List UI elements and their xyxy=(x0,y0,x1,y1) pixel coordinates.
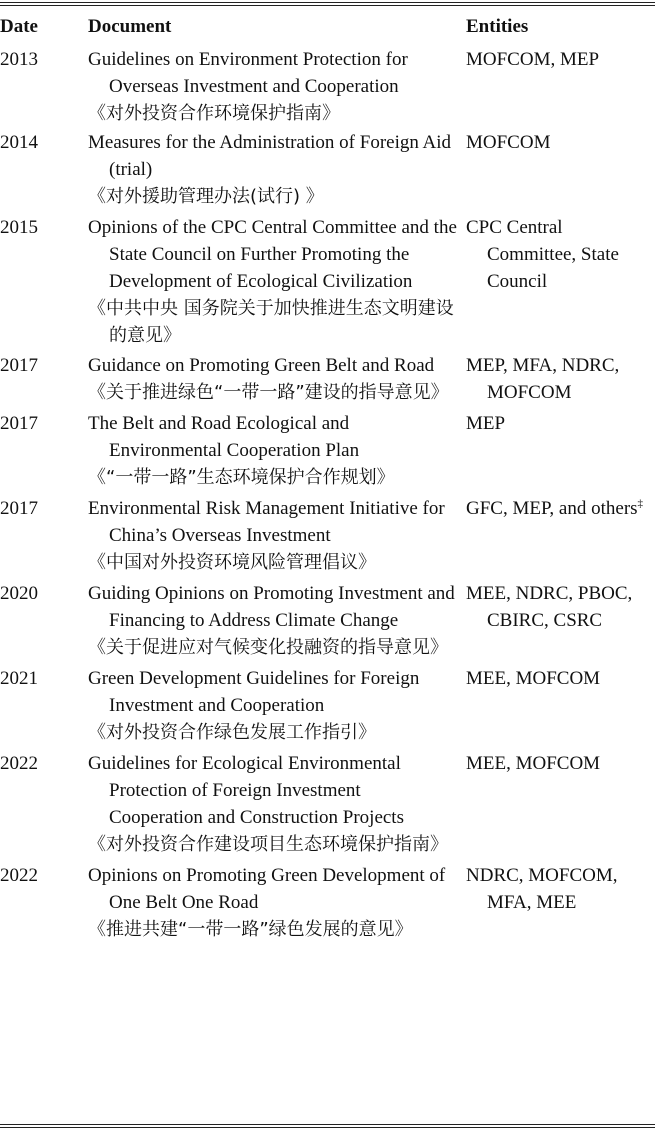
table-row xyxy=(0,46,655,129)
document-chinese-title: 《关于推进绿色“一带一路”建设的指导意见》 xyxy=(88,382,449,403)
row-document xyxy=(88,495,466,580)
document-chinese-title: 《中共中央 国务院关于加快推进生态文明建设的意见》 xyxy=(88,298,454,346)
policy-table xyxy=(0,9,655,955)
row-entities xyxy=(466,410,655,495)
row-date: 2013 xyxy=(0,49,38,70)
entities-text xyxy=(466,214,655,295)
document-chinese-title: 《推进共建“一带一路”绿色发展的意见》 xyxy=(88,919,413,940)
document-title: Green Development Guidelines for Foreign Investment and Cooperation xyxy=(88,668,420,716)
table-row xyxy=(0,862,655,955)
row-document xyxy=(88,750,466,862)
document-chinese-title: 《对外援助管理办法(试行) 》 xyxy=(88,186,324,207)
table-row xyxy=(0,214,655,352)
top-rule xyxy=(0,2,655,3)
row-entities xyxy=(466,580,655,665)
row-entities xyxy=(466,46,655,129)
entities-text xyxy=(466,129,655,156)
entities-text xyxy=(466,750,655,777)
row-date: 2017 xyxy=(0,413,38,434)
table-row xyxy=(0,410,655,495)
row-document xyxy=(88,665,466,750)
row-document xyxy=(88,46,466,129)
table-row xyxy=(0,352,655,410)
document-title: Opinions on Promoting Green Development of One Belt One Road xyxy=(88,865,446,913)
entities-list: MEE, MOFCOM xyxy=(466,668,601,689)
document-chinese-title: 《对外投资合作环境保护指南》 xyxy=(88,103,340,124)
document-title: Environmental Risk Management Initiative for China’s Overseas Investment xyxy=(88,498,445,546)
header-row xyxy=(0,9,655,46)
entities-list: MEP, MFA, NDRC, MOFCOM xyxy=(466,355,620,403)
table-row xyxy=(0,665,655,750)
row-entities xyxy=(466,129,655,214)
entities-text xyxy=(466,862,655,916)
entities-list: MOFCOM, MEP xyxy=(466,49,600,70)
entities-list: MOFCOM xyxy=(466,132,551,153)
document-title: Opinions of the CPC Central Committee and the State Council on Further Promoting the Development of Ecological Civilization xyxy=(88,217,457,292)
entities-text xyxy=(466,665,655,692)
row-document xyxy=(88,214,466,352)
row-document xyxy=(88,352,466,410)
header-entities: Entities xyxy=(466,16,529,37)
row-date: 2017 xyxy=(0,498,38,519)
bottom-rule xyxy=(0,1127,655,1128)
table-body xyxy=(0,46,655,955)
row-entities xyxy=(466,750,655,862)
header-date: Date xyxy=(0,16,38,37)
document-chinese-title: 《关于促进应对气候变化投融资的指导意见》 xyxy=(88,637,448,658)
document-title: Guidelines for Ecological Environmental Protection of Foreign Investment Cooperation and Construction Projects xyxy=(88,753,404,828)
document-chinese-title: 《对外投资合作建设项目生态环境保护指南》 xyxy=(88,834,448,855)
row-date: 2022 xyxy=(0,753,38,774)
row-entities xyxy=(466,352,655,410)
document-chinese-title: 《中国对外投资环境风险管理倡议》 xyxy=(88,552,376,573)
header-document: Document xyxy=(88,16,172,37)
document-title: Measures for the Administration of Foreign Aid (trial) xyxy=(88,132,452,180)
document-title: Guidelines on Environment Protection for Overseas Investment and Cooperation xyxy=(88,49,408,97)
row-date: 2020 xyxy=(0,583,38,604)
row-entities xyxy=(466,495,655,580)
document-chinese-title: 《“一带一路”生态环境保护合作规划》 xyxy=(88,467,395,488)
entities-text xyxy=(466,352,655,406)
row-date: 2022 xyxy=(0,865,38,886)
entities-list: MEP xyxy=(466,413,506,434)
document-title: Guiding Opinions on Promoting Investment and Financing to Address Climate Change xyxy=(88,583,455,631)
row-date: 2015 xyxy=(0,217,38,238)
table-row xyxy=(0,750,655,862)
entities-text xyxy=(466,46,655,73)
table-row xyxy=(0,495,655,580)
entities-text xyxy=(466,495,655,522)
row-entities xyxy=(466,665,655,750)
row-entities xyxy=(466,214,655,352)
entities-list: MEE, NDRC, PBOC, CBIRC, CSRC xyxy=(466,583,633,631)
row-document xyxy=(88,862,466,955)
row-document xyxy=(88,129,466,214)
document-chinese-title: 《对外投资合作绿色发展工作指引》 xyxy=(88,722,376,743)
entities-list: GFC, MEP, and others xyxy=(466,498,638,519)
top-rule-inner xyxy=(0,5,655,6)
entities-text xyxy=(466,410,655,437)
row-date: 2021 xyxy=(0,668,38,689)
entities-text xyxy=(466,580,655,634)
document-title: The Belt and Road Ecological and Environmental Cooperation Plan xyxy=(88,413,360,461)
row-entities xyxy=(466,862,655,955)
row-date: 2014 xyxy=(0,132,38,153)
entities-list: NDRC, MOFCOM, MFA, MEE xyxy=(466,865,618,913)
table-row xyxy=(0,580,655,665)
footnote-mark: ‡ xyxy=(637,497,644,510)
document-title: Guidance on Promoting Green Belt and Road xyxy=(88,355,435,376)
entities-list: CPC Central Committee, State Council xyxy=(466,217,619,292)
row-date: 2017 xyxy=(0,355,38,376)
row-document xyxy=(88,410,466,495)
row-document xyxy=(88,580,466,665)
bottom-rule-inner xyxy=(0,1124,655,1125)
entities-list: MEE, MOFCOM xyxy=(466,753,601,774)
table-row xyxy=(0,129,655,214)
